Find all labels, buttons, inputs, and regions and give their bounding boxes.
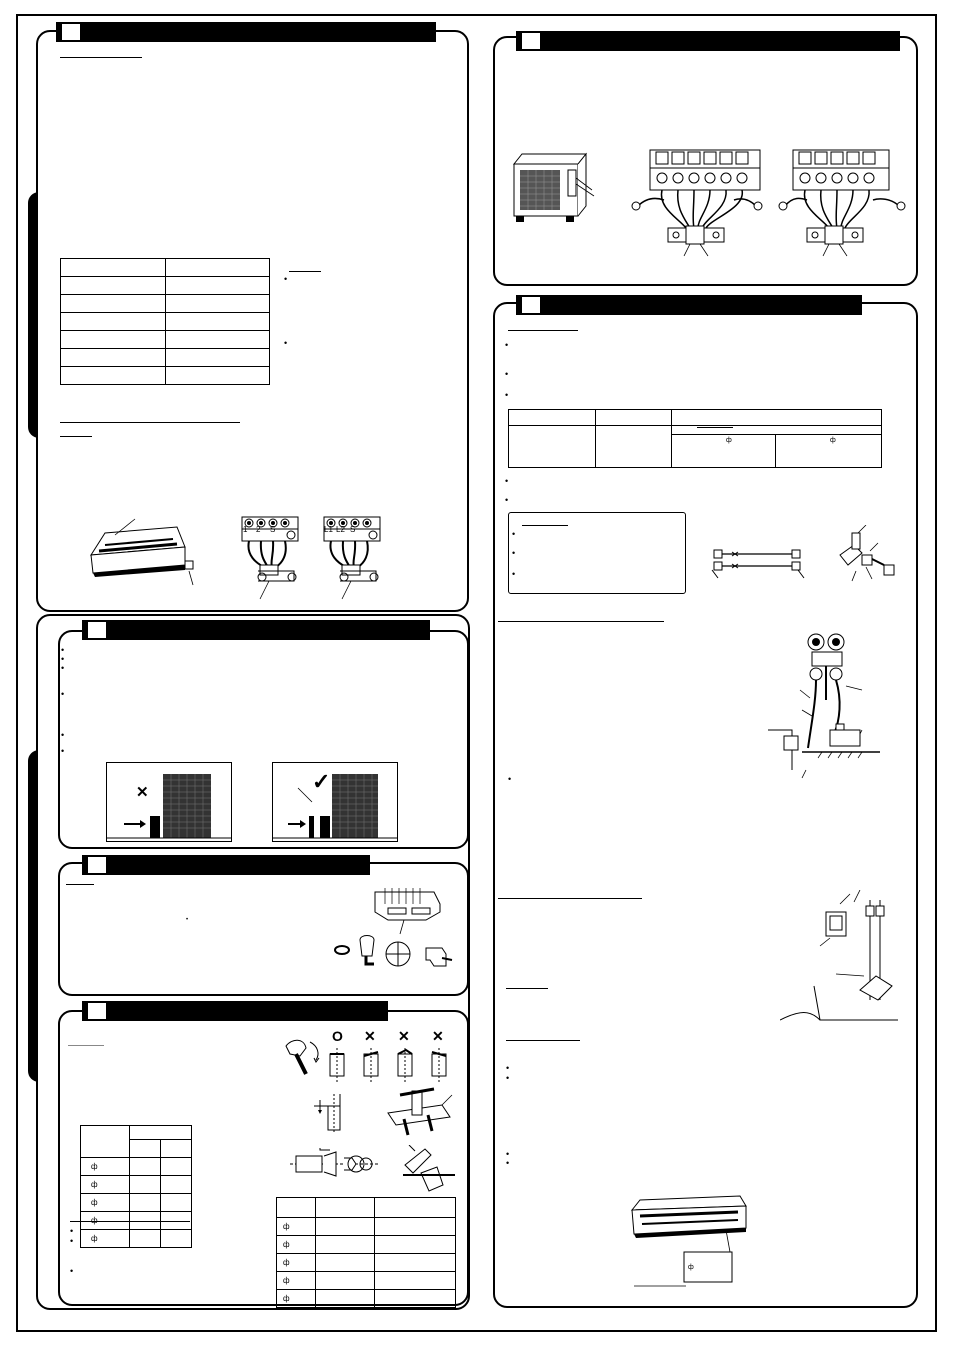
heading-underline <box>60 436 92 437</box>
bullet: • <box>61 654 65 664</box>
small-dot: • <box>186 917 189 923</box>
phi-symbol: ф <box>81 1158 130 1176</box>
phi-symbol: ф <box>277 1272 316 1290</box>
bullet: • <box>284 274 288 284</box>
torque-wrench-illustration <box>395 1145 460 1195</box>
good-mark: O <box>332 1028 343 1044</box>
drain-joint-illustration <box>330 878 460 978</box>
phi-symbol: ф <box>277 1254 316 1272</box>
terminal-label: S <box>270 525 276 534</box>
bullet: • <box>508 774 512 784</box>
gas-leak-check-illustration <box>780 890 898 1030</box>
phi-symbol: ф <box>726 437 732 444</box>
bullet: • <box>512 569 516 579</box>
phi-symbol: ф <box>830 437 836 444</box>
manifold-gauge-illustration <box>762 630 880 780</box>
phi-symbol: ф <box>277 1236 316 1254</box>
bullet: • <box>61 689 65 699</box>
heading-underline <box>498 621 664 622</box>
service-valve-illustration <box>832 525 902 585</box>
bullet: • <box>61 645 65 655</box>
bullet: • <box>284 338 288 348</box>
bullet: • <box>512 529 516 539</box>
bullet: • <box>512 548 516 558</box>
phi-symbol: ф <box>81 1212 130 1230</box>
terminal-label: 2 <box>256 525 261 534</box>
bullet: • <box>70 1226 74 1236</box>
pipe-pair-illustration <box>708 540 808 580</box>
outdoor-terminal-block-5 <box>775 148 915 260</box>
phi-symbol: ф <box>81 1194 130 1212</box>
wrong-placement-illustration <box>106 762 232 842</box>
heading-underline <box>508 330 578 331</box>
terminal-label: L1 <box>324 525 333 534</box>
phi-symbol: ф <box>277 1290 316 1308</box>
flare-depth-illustration <box>310 1090 360 1135</box>
phi-symbol: ф <box>81 1230 130 1248</box>
terminal-label: L2 <box>336 525 345 534</box>
terminal-label: 1 <box>243 525 248 534</box>
heading-underline <box>68 1045 104 1046</box>
bullet: • <box>505 340 509 350</box>
heading-underline <box>498 898 642 899</box>
section-bar-1 <box>56 22 436 42</box>
indoor-unit-label-illustration <box>626 1194 756 1294</box>
bullet: • <box>70 1266 74 1276</box>
bullet: • <box>505 476 509 486</box>
section-bar-2 <box>82 620 430 640</box>
wrong-mark: ✕ <box>136 784 149 801</box>
note-underline <box>522 525 568 526</box>
outdoor-unit-illustration <box>510 150 602 228</box>
section-bar-4 <box>82 1001 388 1021</box>
pipe-length-table <box>508 409 882 468</box>
heading-underline <box>60 422 240 423</box>
phi-symbol: ф <box>688 1264 694 1271</box>
bullet: • <box>505 495 509 505</box>
phi-symbol: ф <box>277 1218 316 1236</box>
note-underline <box>506 988 548 989</box>
bullet: • <box>61 730 65 740</box>
correct-placement-illustration <box>272 762 398 842</box>
heading-underline <box>506 1040 580 1041</box>
phi-symbol: ф <box>81 1176 130 1194</box>
bad-mark: ✕ <box>364 1028 376 1044</box>
outdoor-terminal-block-6 <box>628 148 768 260</box>
wire-spec-table <box>60 258 270 385</box>
flare-dimension-table <box>80 1125 192 1248</box>
bad-mark: ✕ <box>432 1028 444 1044</box>
note-underline <box>289 271 321 272</box>
flare-shape-examples <box>326 1048 456 1082</box>
pipe-cutter-illustration <box>276 1030 326 1080</box>
heading-underline <box>60 57 142 58</box>
heading-underline <box>70 1221 190 1222</box>
bullet: • <box>61 663 65 673</box>
bullet: • <box>506 1073 510 1083</box>
bullet: • <box>70 1236 74 1246</box>
flare-nut-connection-illustration <box>290 1148 380 1183</box>
terminal-label: S <box>350 525 356 534</box>
correct-mark: ✓ <box>312 769 331 794</box>
bullet: • <box>505 369 509 379</box>
bullet: • <box>506 1063 510 1073</box>
section-bar-5 <box>516 31 900 51</box>
note-underline <box>66 884 94 885</box>
torque-table <box>276 1197 456 1308</box>
bullet: • <box>506 1149 510 1159</box>
flaring-tool-illustration <box>382 1085 457 1140</box>
bad-mark: ✕ <box>398 1028 410 1044</box>
section-bar-3 <box>82 855 370 875</box>
bullet: • <box>506 1158 510 1168</box>
indoor-unit-open-illustration <box>85 515 200 590</box>
bullet: • <box>61 746 65 756</box>
bullet: • <box>505 390 509 400</box>
section-bar-6 <box>516 295 862 315</box>
